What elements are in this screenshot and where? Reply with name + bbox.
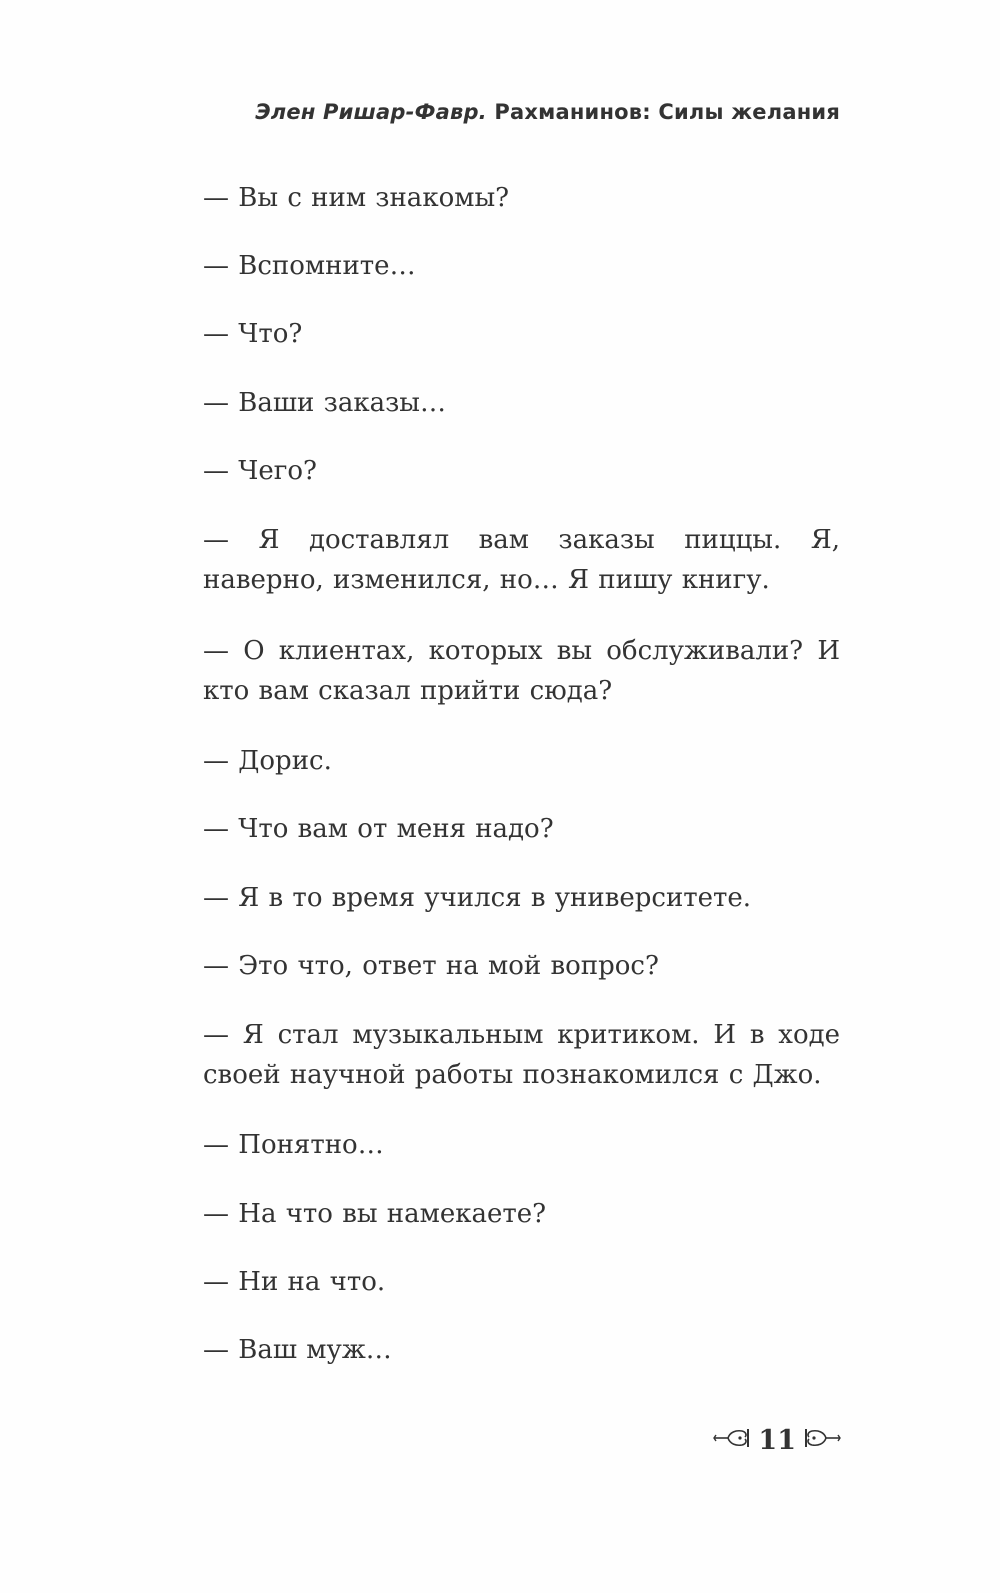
- paragraph: — Вы с ним знакомы?: [203, 183, 510, 213]
- paragraph: — Что?: [203, 319, 303, 349]
- paragraph: — Ваши заказы…: [203, 388, 446, 418]
- paragraph: — Я стал музыкальным критиком. И в ходе своей научной работы познакомился с Джо.: [203, 1020, 840, 1090]
- paragraph: — Я в то время учился в университете.: [203, 883, 752, 913]
- paragraph: — Понятно…: [203, 1130, 384, 1160]
- paragraph: — Ваш муж…: [203, 1335, 392, 1365]
- paragraph: — Я доставлял вам заказы пиццы. Я, наверно, изменился, но… Я пишу книгу.: [203, 525, 840, 595]
- page-number: 11: [758, 1424, 796, 1456]
- running-head-title: Рахманинов: Силы желания: [494, 100, 840, 124]
- paragraph: — Чего?: [203, 456, 317, 486]
- paragraph: — О клиентах, которых вы обслуживали? И кто вам сказал прийти сюда?: [203, 636, 840, 706]
- paragraph: — Что вам от меня надо?: [203, 814, 554, 844]
- paragraph: — На что вы намекаете?: [203, 1199, 547, 1229]
- running-head: [255, 100, 840, 124]
- paragraph: — Дорис.: [203, 746, 332, 776]
- paragraph: — Это что, ответ на мой вопрос?: [203, 951, 659, 981]
- page-number-folio: [712, 1420, 842, 1460]
- running-head-author: Элен Ришар-Фавр.: [255, 100, 487, 124]
- paragraph: — Ни на что.: [203, 1267, 386, 1297]
- paragraph: — Вспомните…: [203, 251, 416, 281]
- ornament-right-icon: [802, 1426, 842, 1455]
- ornament-left-icon: [712, 1426, 752, 1455]
